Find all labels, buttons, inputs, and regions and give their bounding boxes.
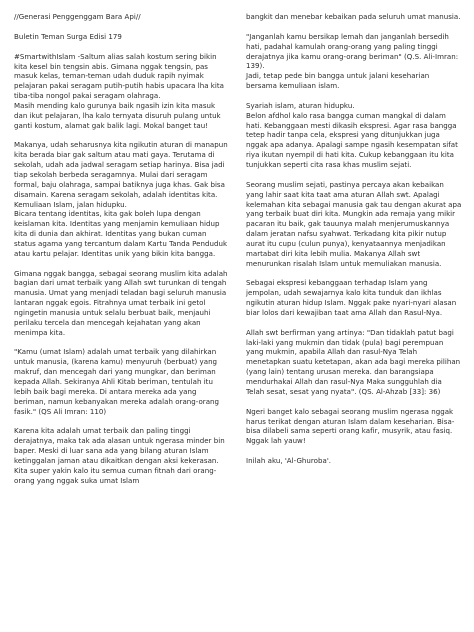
paragraph: Syariah islam, aturan hidupku. Belon afdhol kalo rasa bangga cuman mangkal di dalam hati. Kebanggaan mesti dikasih ekspresi. Agar rasa bangga tetep hadir tanpa cela, ekspresi yang ditunjukkan juga nggak apa adanya. Apalagi sampe ngasih kesempatan sifat riya ikutan nyempil di hati kita. Cukup kebanggaan itu kita tunjukkan seperti cita rasa khas muslim sejati.	[246, 100, 458, 169]
paragraph: Seorang muslim sejati, pastinya percaya akan kebaikan yang lahir saat kita taat ama aturan Allah swt. Apalagi kelemahan kita sebagai manusia gak tau dengan akurat apa yang terbaik buat diri kita. Mungkin ada remaja yang mikir pacaran itu baik, gak tauunya malah menjerumuskannya dalam jeratan nafsu syahwat. Terkadang kita pikir nutup aurat itu cupu (culun punya), kenyataannya menjadikan martabat diri kita lebih mulia. Makanya Allah swt menurunkan risalah Islam untuk memuliakan manusia.	[246, 179, 462, 268]
paragraph: Gimana nggak bangga, sebagai seorang muslim kita adalah bagian dari umat terbaik yang Allah swt turunkan di tengah manusia. Umat yang menjadi teladan bagi seluruh manusia lantaran nggak egois. Fitrahnya umat terbaik ini getol ngingetin manusia untuk selalu berbuat baik, menjauhi perilaku tercela dan mencegah kejahatan yang akan menimpa kita.	[14, 268, 228, 337]
closing-line: Inilah aku, 'Al-Ghuroba'.	[246, 456, 332, 466]
right-column	[246, 12, 462, 632]
bulletin-edition: Buletin Teman Surga Edisi 179	[14, 31, 122, 41]
left-column	[14, 12, 230, 632]
paragraph: Sebagai ekspresi kebanggaan terhadap Islam yang jempolan, udah sewajarnya kalo kita tunduk dan ikhlas ngikutin aturan hidup Islam. Nggak pake nyari-nyari alasan biar lolos dari kewajiban taat ama Allah dan Rasul-Nya.	[246, 278, 457, 317]
paragraph: Ngeri banget kalo sebagai seorang muslim ngerasa nggak harus terikat dengan aturan Islam dalam keseharian. Bisa-bisa dilabeli sama seperti orang kafir, musyrik, atau fasiq. Nggak lah yauw!	[246, 406, 455, 446]
paragraph: Makanya, udah seharusnya kita ngikutin aturan di manapun kita berada biar gak saltum atau mati gaya. Terutama di sekolah, udah ada jadwal seragam setiap harinya. Bisa jadi tiap sekolah berbeda seragamnya. Mulai dari seragam formal, baju olahraga, sampai batiknya juga khas. Gak bisa disamain. Karena seragam sekolah, adalah identitas kita. Kemuliaan Islam, jalan hidupku. Bicara tentang identitas, kita gak boleh lupa dengan keislaman kita. Identitas yang menjamin kemuliaan hidup kita di dunia dan akhirat. Identitas yang bukan cuman status agama yang tercantum dalam Kartu Tanda Penduduk atau kartu pelajar. Identitas unik yang bikin kita bangga.	[14, 140, 228, 258]
paragraph: bangkit dan menebar kebaikan pada seluruh umat manusia.	[246, 12, 461, 21]
paragraph: Karena kita adalah umat terbaik dan paling tinggi derajatnya, maka tak ada alasan untuk ngerasa minder bin baper. Meski di luar sana ada yang bilang aturan Islam ketinggalan jaman atau dikaitkan dengan aksi kekerasan. Kita super yakin kalo itu semua cuman fitnah dari orang-orang yang nggak suka umat Islam	[14, 426, 225, 485]
quote-paragraph: "Janganlah kamu bersikap lemah dan janganlah bersedih hati, padahal kamulah orang-orang yang paling tinggi derajatnya jika kamu orang-orang beriman" (Q.S. Ali-Imran: 139). Jadi, tetap pede bin bangga untuk jalani keseharian bersama kemuliaan islam.	[246, 31, 459, 91]
quote-paragraph: Allah swt berfirman yang artinya: "Dan tidaklah patut bagi laki-laki yang mukmin dan tidak (pula) bagi perempuan yang mukmin, apabila Allah dan rasul-Nya Telah menetapkan suatu ketetapan, akan ada bagi mereka pilihan (yang lain) tentang urusan mereka. dan barangsiapa mendurhakai Allah dan rasul-Nya Maka sungguhlah dia Telah sesat, sesat yang nyata". (QS. Al-Ahzab [33]: 36)	[246, 327, 461, 396]
series-heading: //Generasi Penggenggam Bara Api//	[14, 12, 141, 21]
paragraph: #SmartwithIslam -Saltum alias salah kostum sering bikin kita kesel bin tengsin abis. Gimana nggak tengsin, pas masuk kelas, teman-teman udah duduk rapih nyimak pelajaran pakai seragam putih-putih habis upacara lha kita tiba-tiba nongol pakai seragam olahraga. Masih mending kalo gurunya baik ngasih izin kita masuk dan ikut pelajaran, lha kalo ternyata disuruh pulang untuk ganti kostum, alamat gak balik lagi. Mokal banget tau!	[14, 51, 224, 130]
quote-paragraph: "Kamu (umat Islam) adalah umat terbaik yang dilahirkan untuk manusia, (karena kamu) menyuruh (berbuat) yang makruf, dan mencegah dari yang mungkar, dan beriman kepada Allah. Sekiranya Ahli Kitab beriman, tentulah itu lebih baik bagi mereka. Di antara mereka ada yang beriman, namun kebanyakan mereka adalah orang-orang fasik." (QS Ali Imran: 110)	[14, 347, 220, 416]
